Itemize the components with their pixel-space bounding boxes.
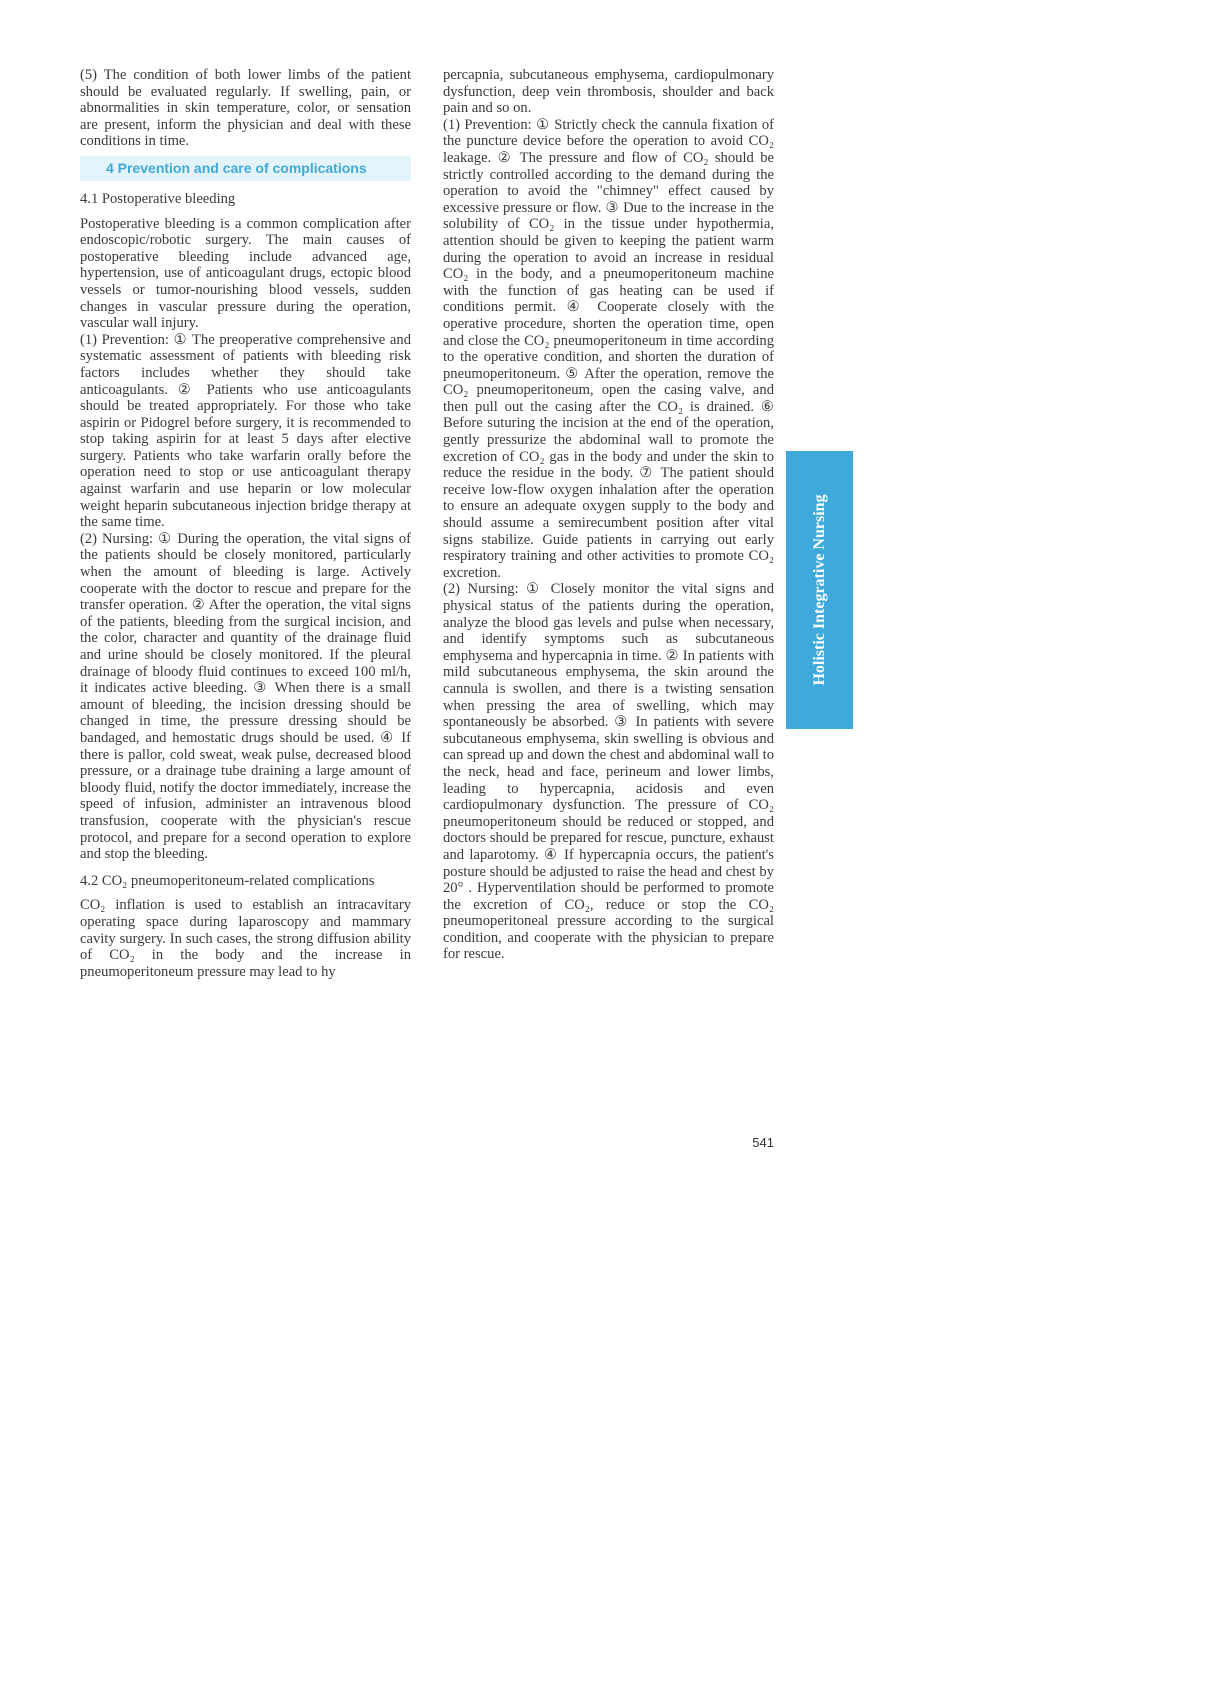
paragraph-co2-intro: CO₂ inflation is used to establish an intracavitary operating space during laparoscopy and mammary cavity surgery. In such cases, the strong diffusion ability of CO₂ in the body and the increase in pneumoperitoneum pressure may lead to hy [80, 897, 411, 980]
side-tab [786, 451, 853, 729]
right-column [443, 67, 774, 963]
page-number: 541 [752, 1135, 774, 1150]
paragraph-co2-prevention: (1) Prevention: ① Strictly check the cannula fixation of the puncture device before the operation to avoid CO₂ leakage. ② The pressure and flow of CO₂ should be strictly controlled according to the demand during the operation to avoid the "chimney" effect caused by excessive pressure or flow. ③ Due to the increase in the solubility of CO₂ in the tissue under hypothermia, attention should be given to keeping the patient warm during the operation to avoid an increase in residual CO₂ in the body, and a pneumoperitoneum machine with the function of gas heating can be used if conditions permit. ④ Cooperate closely with the operative procedure, shorten the operation time, open and close the CO₂ pneumoperitoneum in time according to the operative condition, and shorten the duration of pneumoperitoneum. ⑤ After the operation, remove the CO₂ pneumoperitoneum, open the casing valve, and then pull out the casing after the CO₂ is drained. ⑥ Before suturing the incision at the end of the operation, gently pressurize the abdominal wall to promote the excretion of CO₂ gas in the body and under the skin to reduce the residue in the body. ⑦ The patient should receive low-flow oxygen inhalation after the operation to ensure an adequate oxygen supply to the body and should assume a semirecumbent position after vital signs stabilize. Guide patients in carrying out early respiratory training and other activities to promote CO₂ excretion. [443, 116, 774, 581]
side-tab-label: Holistic Integrative Nursing [810, 494, 828, 686]
paragraph-bleeding-nursing: (2) Nursing: ① During the operation, the vital signs of the patients should be closely monitored, particularly when the amount of bleeding is large. Actively cooperate with the doctor to rescue and prepare for the transfer operation. ② After the operation, the vital signs of the patients, bleeding from the surgical incision, and the color, character and quantity of the drainage fluid and urine should be closely monitored. If the pleural drainage of bloody fluid continues to exceed 100 ml/h, it indicates active bleeding. ③ When there is a small amount of bleeding, the incision dressing should be changed in time, the pressure dressing should be bandaged, and hemostatic drugs should be used. ④ If there is pallor, cold sweat, weak pulse, decreased blood pressure, or a drainage tube draining a large amount of bloody fluid, notify the doctor immediately, increase the speed of infusion, administer an intravenous blood transfusion, cooperate with the physician's rescue protocol, and prepare for a second operation to explore and stop the bleeding. [80, 530, 411, 863]
section-heading: 4 Prevention and care of complications [80, 156, 411, 181]
paragraph-bleeding-intro: Postoperative bleeding is a common complication after endoscopic/robotic surgery. The main causes of postoperative bleeding include advanced age, hypertension, use of anticoagulant drugs, ectopic blood vessels or tumor-nourishing blood vessels, sudden changes in vascular pressure during the operation, vascular wall injury. [80, 215, 411, 332]
paragraph-bleeding-prevention: (1) Prevention: ① The preoperative comprehensive and systematic assessment of patients with bleeding risk factors includes whether they should take anticoagulants. ② Patients who use anticoagulants should be treated appropriately. For those who take aspirin or Pidogrel before surgery, it is recommended to stop taking aspirin for at least 5 days after elective surgery. Patients who take warfarin orally before the operation need to stop or use anticoagulant therapy against warfarin and use heparin or low molecular weight heparin subcutaneous injection bridge therapy at the same time. [80, 331, 411, 531]
paragraph-co2-intro-continued: percapnia, subcutaneous emphysema, cardiopulmonary dysfunction, deep vein thrombosis, shoulder and back pain and so on. [443, 67, 774, 117]
paragraph-co2-nursing: (2) Nursing: ① Closely monitor the vital signs and physical status of the patients during the operation, analyze the blood gas levels and pulse when necessary, and identify symptoms such as subcutaneous emphysema and hypercapnia in time. ② In patients with mild subcutaneous emphysema, the skin around the cannula is swollen, and there is a twisting sensation when pressing the area of swelling, which may spontaneously be absorbed. ③ In patients with severe subcutaneous emphysema, skin swelling is obvious and can spread up and down the chest and abdominal wall to the neck, head and face, perineum and lower limbs, leading to hypercapnia, acidosis and even cardiopulmonary dysfunction. The pressure of CO₂ pneumoperitoneum should be reduced or stopped, and doctors should be prepared for rescue, puncture, exhaust and laparotomy. ④ If hypercapnia occurs, the patient's posture should be adjusted to raise the head and chest by 20° . Hyperventilation should be performed to promote the excretion of CO₂, reduce or stop the CO₂ pneumoperitoneal pressure according to the surgical condition, and cooperate with the physician to prepare for rescue. [443, 581, 774, 963]
subheading-postoperative-bleeding: 4.1 Postoperative bleeding [80, 190, 236, 207]
left-column [80, 67, 411, 980]
subheading-co2-complications: 4.2 CO₂ pneumoperitoneum-related complications [80, 872, 375, 889]
paragraph-lower-limbs: (5) The condition of both lower limbs of the patient should be evaluated regularly. If swelling, pain, or abnormalities in skin temperature, color, or sensation are present, inform the physician and deal with these conditions in time. [80, 67, 411, 150]
